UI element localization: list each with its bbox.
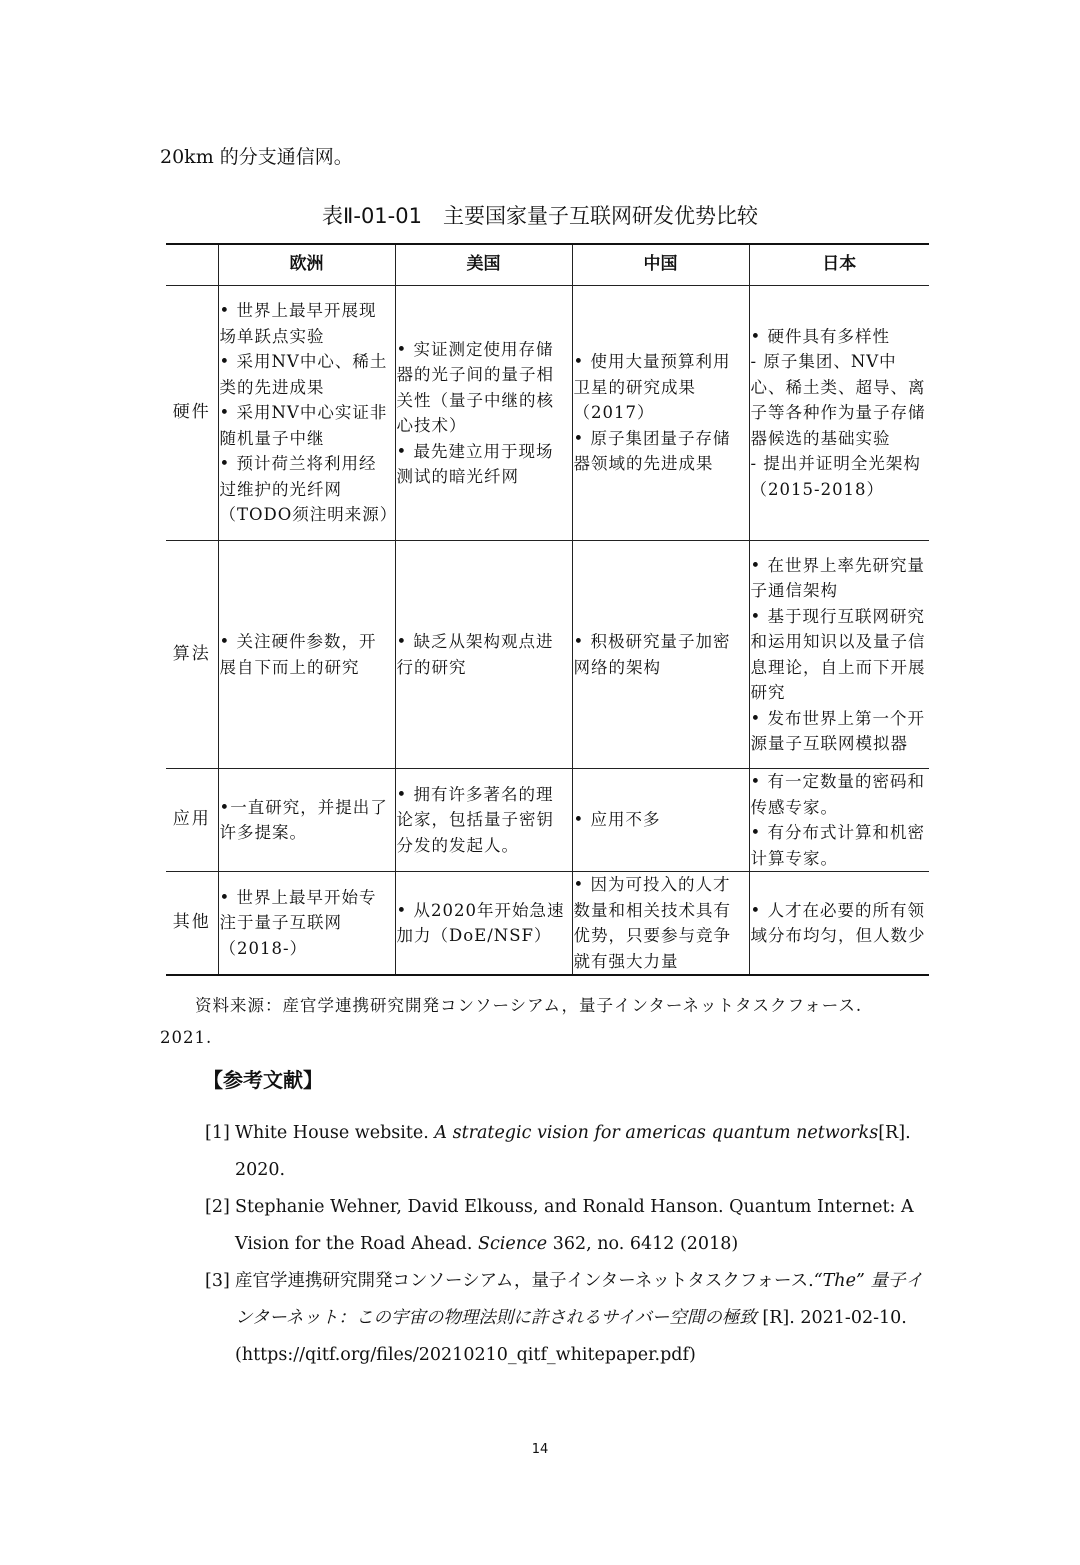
table-row [166,286,929,541]
cell-line: • 世界上最早开展现场单跃点实验 [219,301,377,346]
cell-line: • 在世界上率先研究量子通信架构 [750,555,925,600]
row-header: 硬件 [166,286,218,541]
row-header: 算法 [166,541,218,769]
cell-line: • 实证测定使用存储器的光子间的量子相关性（量子中继的核心技术） [396,339,554,435]
cell-line: • 积极研究量子加密网络的架构 [573,632,731,677]
cell-line: • 有一定数量的密码和传感专家。 [750,772,925,817]
table-cell [395,286,572,541]
comparison-table [166,243,929,976]
table-cell [395,541,572,769]
table-header-row [166,244,929,286]
cell-line: • 预计荷兰将利用经过维护的光纤网（TODO须注明来源） [219,454,398,525]
table-cell [218,872,395,976]
row-header: 应用 [166,769,218,872]
table-row [166,769,929,872]
table-row [166,541,929,769]
lead-paragraph: 20km 的分支通信网。 [160,146,353,168]
cell-line: • 最先建立用于现场测试的暗光纤网 [396,441,554,486]
table-cell [218,286,398,541]
source-note [160,990,930,1054]
reference-title: A strategic vision for americas quantum networks [434,1123,879,1143]
table-cell [572,769,749,872]
cell-line: • 基于现行互联网研究和运用知识以及量子信息理论，自上而下开展研究 [750,606,926,702]
cell-line: • 从2020年开始急速加力（DoE/NSF） [396,900,565,945]
reference-item [205,1263,925,1374]
reference-authors: Stephanie Wehner, David Elkouss, and Ronald Hanson. Quantum Internet: A Vision for the Road Ahead. [235,1197,914,1254]
cell-line: • 使用大量预算利用卫星的研究成果（2017） [573,352,731,423]
reference-text [235,1115,925,1189]
table-cell [218,541,395,769]
source-note-year: 2021. [160,1028,213,1047]
cell-line: • 应用不多 [573,810,661,830]
reference-authors: 産官学連携研究開発コンソーシアム，量子インターネットタスクフォース. [235,1271,814,1291]
reference-details: [R]. 2020. [235,1123,911,1180]
table-caption: 表Ⅱ-01-01 主要国家量子互联网研发优势比较 [322,204,758,228]
cell-line: • 有分布式计算和机密计算专家。 [750,823,925,868]
cell-line: • 拥有许多著名的理论家，包括量子密钥分发的发起人。 [396,784,554,855]
cell-line: • 人才在必要的所有领域分布均匀，但人数少 [750,900,926,945]
table-corner-cell [166,244,218,286]
cell-line: • 缺乏从架构观点进行的研究 [396,632,554,677]
cell-line: - 原子集团、NV中心、稀土类、超导、离子等各种作为量子存储器候选的基础实验 [750,352,926,448]
table-cell [572,872,749,976]
reference-text [235,1263,925,1374]
table-cell [395,769,572,872]
cell-line: • 硬件具有多样性 [750,326,890,346]
column-header: 欧洲 [218,244,395,286]
table-cell [749,769,929,872]
reference-title: “The” 量子インターネット：この宇宙の物理法則に許されるサイバー空間の極致 [235,1271,923,1328]
table-cell [395,872,572,976]
table-row [166,872,929,976]
table-cell [749,541,929,769]
table-cell [749,872,929,976]
cell-line: • 采用NV中心、稀土类的先进成果 [219,352,388,397]
column-header: 美国 [395,244,572,286]
reference-item [205,1115,925,1189]
reference-number: [3] [205,1271,230,1291]
cell-line: • 发布世界上第一个开源量子互联网模拟器 [750,708,925,753]
source-note-line: 资料来源：産官学連携研究開発コンソーシアム，量子インターネットタスクフォース. [195,996,863,1015]
table-cell [572,286,749,541]
reference-text [235,1189,925,1263]
cell-line: • 关注硬件参数，开展自下而上的研究 [219,632,377,677]
cell-line: • 因为可投入的人才数量和相关技术具有优势，只要参与竞争就有强大力量 [573,875,731,971]
table-cell [749,286,929,541]
reference-details[interactable]: [R]. 2021-02-10. (https://qitf.org/files/20210210_qitf_whitepaper.pdf) [235,1308,907,1365]
cell-line: - 提出并证明全光架构（2015-2018） [750,454,921,499]
table-cell [572,541,749,769]
reference-details: 362, no. 6412 (2018) [547,1234,739,1254]
cell-line: • 原子集团量子存储器领域的先进成果 [573,428,731,474]
cell-line: • 世界上最早开始专注于量子互联网（2018-） [219,887,377,958]
references-title: 【参考文献】 [203,1068,323,1092]
column-header: 中国 [572,244,749,286]
page-number: 14 [531,1442,549,1457]
table-cell [218,769,395,872]
reference-authors: White House website. [235,1123,435,1143]
reference-number: [2] [205,1197,230,1217]
reference-number: [1] [205,1123,230,1143]
reference-item [205,1189,925,1263]
reference-journal: Science [477,1234,548,1254]
cell-line: • 采用NV中心实证非随机量子中继 [219,403,388,448]
row-header: 其他 [166,872,218,976]
column-header: 日本 [749,244,929,286]
cell-line: •一直研究，并提出了许多提案。 [219,797,388,842]
references-list [205,1115,925,1374]
